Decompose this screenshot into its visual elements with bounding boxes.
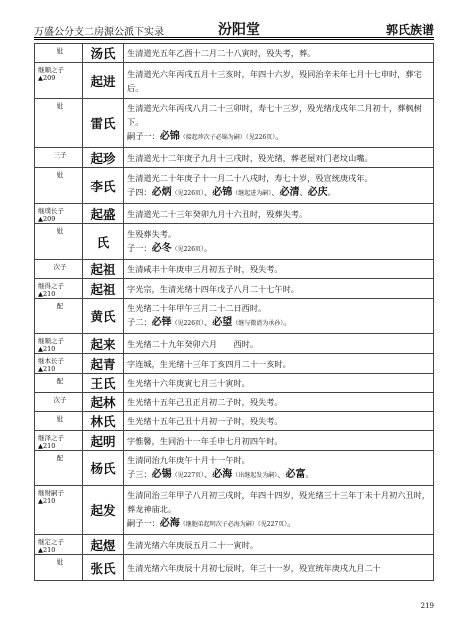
record-text: 、 bbox=[204, 469, 213, 479]
descendant-name: 必锡 bbox=[151, 469, 172, 480]
record-line bbox=[127, 315, 430, 331]
person-name: 起林 bbox=[83, 393, 124, 412]
header-hall-name: 汾阳堂 bbox=[218, 22, 260, 38]
record-note: （见226页） bbox=[245, 134, 276, 141]
relation-label: 继得之子 ▲210 bbox=[35, 279, 83, 299]
person-record bbox=[124, 63, 434, 99]
genealogy-row bbox=[35, 204, 434, 224]
genealogy-row bbox=[35, 168, 434, 204]
record-text: 。 bbox=[275, 131, 284, 141]
descendant-name: 必海 bbox=[159, 518, 180, 529]
descendant-name: 必炳 bbox=[151, 186, 172, 198]
genealogy-row bbox=[35, 224, 434, 260]
descendant-name: 必富 bbox=[285, 469, 306, 480]
page-number: 219 bbox=[420, 602, 434, 610]
record-line bbox=[127, 171, 430, 185]
person-record bbox=[124, 393, 434, 412]
person-record bbox=[124, 204, 434, 224]
record-line bbox=[127, 101, 430, 129]
relation-label: 次子 bbox=[35, 260, 83, 279]
genealogy-table bbox=[34, 43, 434, 581]
record-note: （见227页） bbox=[257, 521, 288, 528]
relation-label: 妣 bbox=[35, 168, 83, 204]
record-note: （接起珍次子必锦为嗣） bbox=[179, 134, 246, 141]
record-note: （见226页） bbox=[171, 189, 205, 197]
record-note: （继起进为嗣） bbox=[232, 189, 272, 197]
record-text: 。 bbox=[283, 317, 292, 327]
record-text: 嗣子一： bbox=[127, 518, 160, 528]
record-text: 子二： bbox=[127, 317, 152, 327]
record-text: 、 bbox=[204, 317, 213, 327]
header-lineage: 万盛公分支二房源公派下实录 bbox=[34, 27, 164, 38]
record-text: 子一： bbox=[127, 242, 152, 253]
person-record bbox=[124, 431, 434, 451]
person-name: 起进 bbox=[83, 63, 124, 99]
record-line bbox=[127, 207, 430, 221]
record-text: 字惟馨，生同治十一年壬申七月初四午时。 bbox=[127, 435, 283, 446]
person-name: 汤氏 bbox=[83, 44, 124, 63]
relation-label: 配 bbox=[35, 299, 83, 334]
genealogy-row bbox=[35, 354, 434, 374]
descendant-name: 必庆 bbox=[307, 186, 328, 198]
record-text: 生清光绪六年庚辰五月二十一寅时。 bbox=[127, 539, 259, 550]
relation-label: 妣 bbox=[35, 224, 83, 260]
record-line bbox=[127, 151, 430, 165]
record-text: 。 bbox=[305, 469, 314, 479]
person-name: 黄氏 bbox=[83, 299, 124, 334]
record-text: 子四： bbox=[127, 186, 152, 197]
genealogy-row bbox=[35, 431, 434, 451]
person-record bbox=[124, 99, 434, 148]
header-rule-thick bbox=[34, 37, 434, 38]
record-text: 生清道光十二年庚子九月十三戌时，殁光绪，葬老屋对门老坟山嘴。 bbox=[127, 152, 373, 163]
person-name: 起明 bbox=[83, 431, 124, 451]
genealogy-row bbox=[35, 412, 434, 431]
record-text: 生清道光二十年庚子十一月二十八戌时，寿七十岁，殁宣统庚戌年。 bbox=[127, 172, 373, 183]
record-line bbox=[127, 538, 430, 552]
record-line bbox=[127, 376, 430, 390]
record-text: 嗣子一： bbox=[127, 131, 160, 141]
record-line bbox=[127, 414, 430, 428]
page-header bbox=[34, 20, 434, 36]
descendant-name: 必海 bbox=[212, 469, 233, 480]
person-record bbox=[124, 224, 434, 260]
record-line bbox=[127, 453, 430, 467]
record-text: 生清同治九年庚午十月十一午时。 bbox=[127, 455, 250, 465]
record-text: 生殁葬失考。 bbox=[127, 228, 177, 239]
record-note: （继与微谱为承孙） bbox=[232, 320, 284, 327]
record-text: 、 bbox=[271, 186, 280, 197]
record-line bbox=[127, 561, 430, 575]
relation-label: 继财嗣子 ▲210 bbox=[35, 486, 83, 535]
person-record bbox=[124, 354, 434, 374]
record-line bbox=[127, 185, 430, 201]
record-line bbox=[127, 488, 430, 516]
record-text: 生清同治三年甲子八月初三戌时，年四十四岁，殁光绪三十三年丁未十月初六丑时，葬龙神庙北。 bbox=[127, 490, 430, 514]
person-record bbox=[124, 279, 434, 299]
record-text: 。 bbox=[287, 518, 296, 528]
person-name: 起煜 bbox=[83, 535, 124, 555]
person-name: 杨氏 bbox=[83, 451, 124, 486]
person-name: 起青 bbox=[83, 354, 124, 374]
genealogy-row bbox=[35, 99, 434, 148]
genealogy-row bbox=[35, 486, 434, 535]
relation-label: 继泽之子 ▲210 bbox=[35, 431, 83, 451]
relation-label: 次子 bbox=[35, 393, 83, 412]
record-note: （出继起发为嗣） bbox=[232, 472, 278, 479]
person-name: 张氏 bbox=[83, 555, 124, 581]
genealogy-row bbox=[35, 555, 434, 581]
record-line bbox=[127, 434, 430, 448]
person-name: 起来 bbox=[83, 334, 124, 354]
genealogy-row bbox=[35, 260, 434, 279]
person-record bbox=[124, 535, 434, 555]
descendant-name: 必铎 bbox=[151, 317, 172, 328]
record-note: （见226页） bbox=[171, 245, 205, 253]
relation-label: 继顺之子 ▲209 bbox=[35, 63, 83, 99]
relation-label: 配 bbox=[35, 451, 83, 486]
descendant-name: 必锦 bbox=[212, 186, 233, 198]
person-record bbox=[124, 486, 434, 535]
record-line bbox=[127, 337, 430, 351]
record-text: 、 bbox=[277, 469, 286, 479]
descendant-name: 必清 bbox=[279, 186, 300, 198]
person-record bbox=[124, 168, 434, 204]
relation-label: 配 bbox=[35, 374, 83, 393]
person-name: 起祖 bbox=[83, 260, 124, 279]
relation-label: 三子 bbox=[35, 148, 83, 168]
genealogy-row bbox=[35, 393, 434, 412]
record-text: 、 bbox=[204, 186, 213, 197]
person-name: 起祖 bbox=[83, 279, 124, 299]
record-text: 生光绪二十九年癸卯六月 西时。 bbox=[127, 338, 259, 349]
record-note: （见226页） bbox=[171, 320, 205, 327]
person-name: 李氏 bbox=[83, 168, 124, 204]
person-record bbox=[124, 555, 434, 581]
record-text: 生光绪十五年己丑正月初二子时，殁失考。 bbox=[127, 397, 283, 407]
relation-label: 继本长子 ▲210 bbox=[35, 354, 83, 374]
record-text: 生光绪二十年甲午三月二十二日西时。 bbox=[127, 303, 267, 313]
genealogy-row bbox=[35, 279, 434, 299]
person-record bbox=[124, 299, 434, 334]
record-line bbox=[127, 241, 430, 257]
record-text: 字光宗，生清光绪十四年戊子八月二十七午时。 bbox=[127, 283, 299, 294]
genealogy-row bbox=[35, 299, 434, 334]
person-record bbox=[124, 44, 434, 63]
genealogy-row bbox=[35, 374, 434, 393]
person-name: 起盛 bbox=[83, 204, 124, 224]
person-record bbox=[124, 451, 434, 486]
record-line bbox=[127, 67, 430, 95]
header-genealogy-title: 郭氏族谱 bbox=[385, 23, 434, 37]
person-record bbox=[124, 148, 434, 168]
genealogy-row bbox=[35, 334, 434, 354]
person-record bbox=[124, 334, 434, 354]
record-text: 生清道光二十三年癸卯九月十六丑时，殁葬失考。 bbox=[127, 208, 308, 219]
descendant-name: 必锦 bbox=[159, 131, 180, 142]
record-line bbox=[127, 282, 430, 296]
record-line bbox=[127, 357, 430, 371]
relation-label: 继定之子 ▲210 bbox=[35, 535, 83, 555]
relation-label: 妣 bbox=[35, 555, 83, 581]
record-text: 生清道光六年丙戌八月二十三卯时，寿七十三岁，殁光绪戊戌年二月初十，葬枫树下。 bbox=[127, 103, 422, 127]
relation-label: 妣 bbox=[35, 44, 83, 63]
record-line bbox=[127, 516, 430, 532]
person-record bbox=[124, 412, 434, 431]
record-text: 生光绪十六年庚寅七月三十寅时。 bbox=[127, 378, 250, 388]
person-record bbox=[124, 260, 434, 279]
descendant-name: 必望 bbox=[212, 317, 233, 328]
person-name: 王氏 bbox=[83, 374, 124, 393]
record-text: 。 bbox=[327, 186, 336, 197]
record-note: （见227页） bbox=[171, 472, 205, 479]
genealogy-row bbox=[35, 63, 434, 99]
relation-label: 妣 bbox=[35, 99, 83, 148]
record-line bbox=[127, 467, 430, 483]
record-line bbox=[127, 46, 430, 60]
person-name: 起发 bbox=[83, 486, 124, 535]
record-text: 生清道光六年丙戌五月十三亥时，年四十六岁，殁同治辛未年七月十七申时，葬宅后。 bbox=[127, 68, 422, 93]
record-line bbox=[127, 262, 430, 276]
header-rule-thin bbox=[34, 39, 434, 40]
record-text: 、 bbox=[299, 186, 308, 197]
relation-label: 妣 bbox=[35, 412, 83, 431]
record-text: 字连城，生光绪十三年丁亥四月二十一亥时。 bbox=[127, 358, 291, 369]
genealogy-row bbox=[35, 535, 434, 555]
record-text: 生清咸丰十年庚申三月初五子时，殁失考。 bbox=[127, 264, 283, 274]
relation-label: 继顺之子 ▲210 bbox=[35, 334, 83, 354]
person-name: 起珍 bbox=[83, 148, 124, 168]
relation-label: 继璞长子 ▲209 bbox=[35, 204, 83, 224]
record-text: 生光绪十五年己丑十月初一子时，殁失考。 bbox=[127, 416, 283, 426]
genealogy-row bbox=[35, 148, 434, 168]
record-line bbox=[127, 395, 430, 409]
record-text: 。 bbox=[204, 242, 213, 253]
record-text: 子三： bbox=[127, 469, 152, 479]
record-note: （继胞弟起明次子必海为嗣） bbox=[179, 521, 258, 528]
person-name: 雷氏 bbox=[83, 99, 124, 148]
record-text: 生清光绪六年庚辰十月初七辰时，年三十一岁，殁宣统年庚戌九月二十 bbox=[127, 562, 381, 573]
record-line bbox=[127, 301, 430, 315]
person-name: 氏 bbox=[83, 224, 124, 260]
descendant-name: 必冬 bbox=[151, 242, 172, 254]
person-record bbox=[124, 374, 434, 393]
record-text: 生清道光五年乙酉十二月二十八寅时，殁失考，葬。 bbox=[127, 48, 316, 58]
record-line bbox=[127, 227, 430, 241]
genealogy-row bbox=[35, 451, 434, 486]
person-name: 林氏 bbox=[83, 412, 124, 431]
record-line bbox=[127, 129, 430, 145]
genealogy-row bbox=[35, 44, 434, 63]
